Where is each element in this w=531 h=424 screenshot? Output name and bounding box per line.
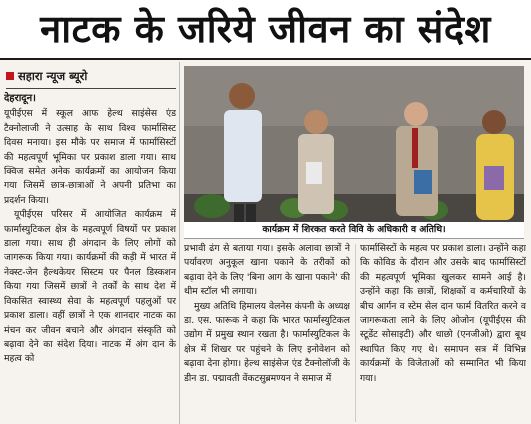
photo-caption: कार्यक्रम में शिरकत करते विवि के अधिकारी व अतिथि।: [184, 222, 524, 239]
paragraph-2: यूपीईएस परिसर में आयोजित कार्यक्रम में फार्मास्युटिकल क्षेत्र के महत्वपूर्ण विषयों पर प्रकाश डाला गया। साथ ही अंगदान के लिए लोगों को जागरूक किया गया। कार्यक्रमों की कड़ी में भारत में नेक्स्ट-जेन हैल्थकेयर सिस्टम पर पैनल डिस्कशन किया गया जिसमें छात्रों ने तर्कों के साथ देश में विकसित स्वास्थ्य सेवा के महत्वपूर्ण पहलुओं पर प्रकाश डाला। वहीं छात्रों ने एक शानदार नाटक का मंचन कर जीवन बचाने और अंगदान संस्कृति को बढ़ावा देने का संदेश दिया। नाटक में अंग दान के महत्व को: [4, 209, 176, 365]
paragraph-5: फार्मासिस्टों के महत्व पर प्रकाश डाला। उन्होंने कहा कि कोविड के दौरान और उसके बाद फार्मासिस्टों की महत्वपूर्ण भूमिका खुलकर सामने आई है। उन्होंने कहा कि छात्रों, शिक्षकों व कर्मचारियों के बीच आर्गन व स्टेम सेल दान फार्म वितरित करने व जागरूकता लाने के लिए ओजोन (यूपीईएस की स्टूडेंट सोसाइटी) और धाछो (एनजीओ) द्वारा बूथ स्थापित किए गए थे। समापन सत्र में विभिन्न कार्यक्रमों के विजेताओं को सम्मानित भी किया गया।: [360, 243, 526, 384]
byline-underline: [6, 88, 176, 89]
paragraph-1: यूपीईएस में स्कूल आफ हेल्थ साइंसेस एंड टैक्नोलाजी ने उत्साह के साथ विश्व फार्मासिस्ट दिवस मनाया। इस मौके पर समाज में फार्मासिस्टों की महत्वपूर्ण भूमिका पर प्रकाश डाला गया। साथ क्विज समेत अनेक कार्यक्रमों का आयोजन किया गया जिसमें छात्र-छात्राओं ने अपनी प्रतिभा का प्रदर्शन किया।: [4, 108, 176, 206]
byline: [6, 64, 176, 88]
event-photo-illustration: [184, 66, 524, 222]
paragraph-3: प्रभावी ढंग से बताया गया। इसके अलावा छात्रों ने पर्यावरण अनुकूल खाना पकाने के तरीकों को बढ़ावा देने के लिए 'बिना आग के खाना पकाने' की थीम स्टॉल भी लगाया।: [184, 243, 350, 298]
article-column-2: [184, 242, 350, 424]
dateline: देहरादून।: [4, 93, 36, 104]
article-column-3: [360, 242, 526, 424]
column-divider: [179, 62, 180, 424]
article-column-1: [4, 92, 176, 424]
event-photo: [184, 66, 524, 222]
red-square-icon: [6, 72, 14, 80]
column-divider-2: [355, 244, 356, 422]
headline-rule: [0, 58, 531, 60]
headline: नाटक के जरिये जीवन का संदेश: [0, 0, 531, 58]
paragraph-4: मुख्य अतिथि हिमालय वेलनेस कंपनी के अध्यक्ष डा. एस. फारूक ने कहा कि भारत फार्मास्युटिकल उद्योग में प्रमुख स्थान रखता है। फार्मास्युटिकल के क्षेत्र में शिखर पर पहुंचने के लिए इनोवेशन को बढ़ावा देना होगा। हेल्थ साइंसेज एंड टैक्नोलॉजी के डीन डा. पद्मावती वेंकटसुब्रमण्यन ने समाज में: [184, 300, 350, 384]
byline-text: सहारा न्यूज ब्यूरो: [18, 69, 88, 83]
